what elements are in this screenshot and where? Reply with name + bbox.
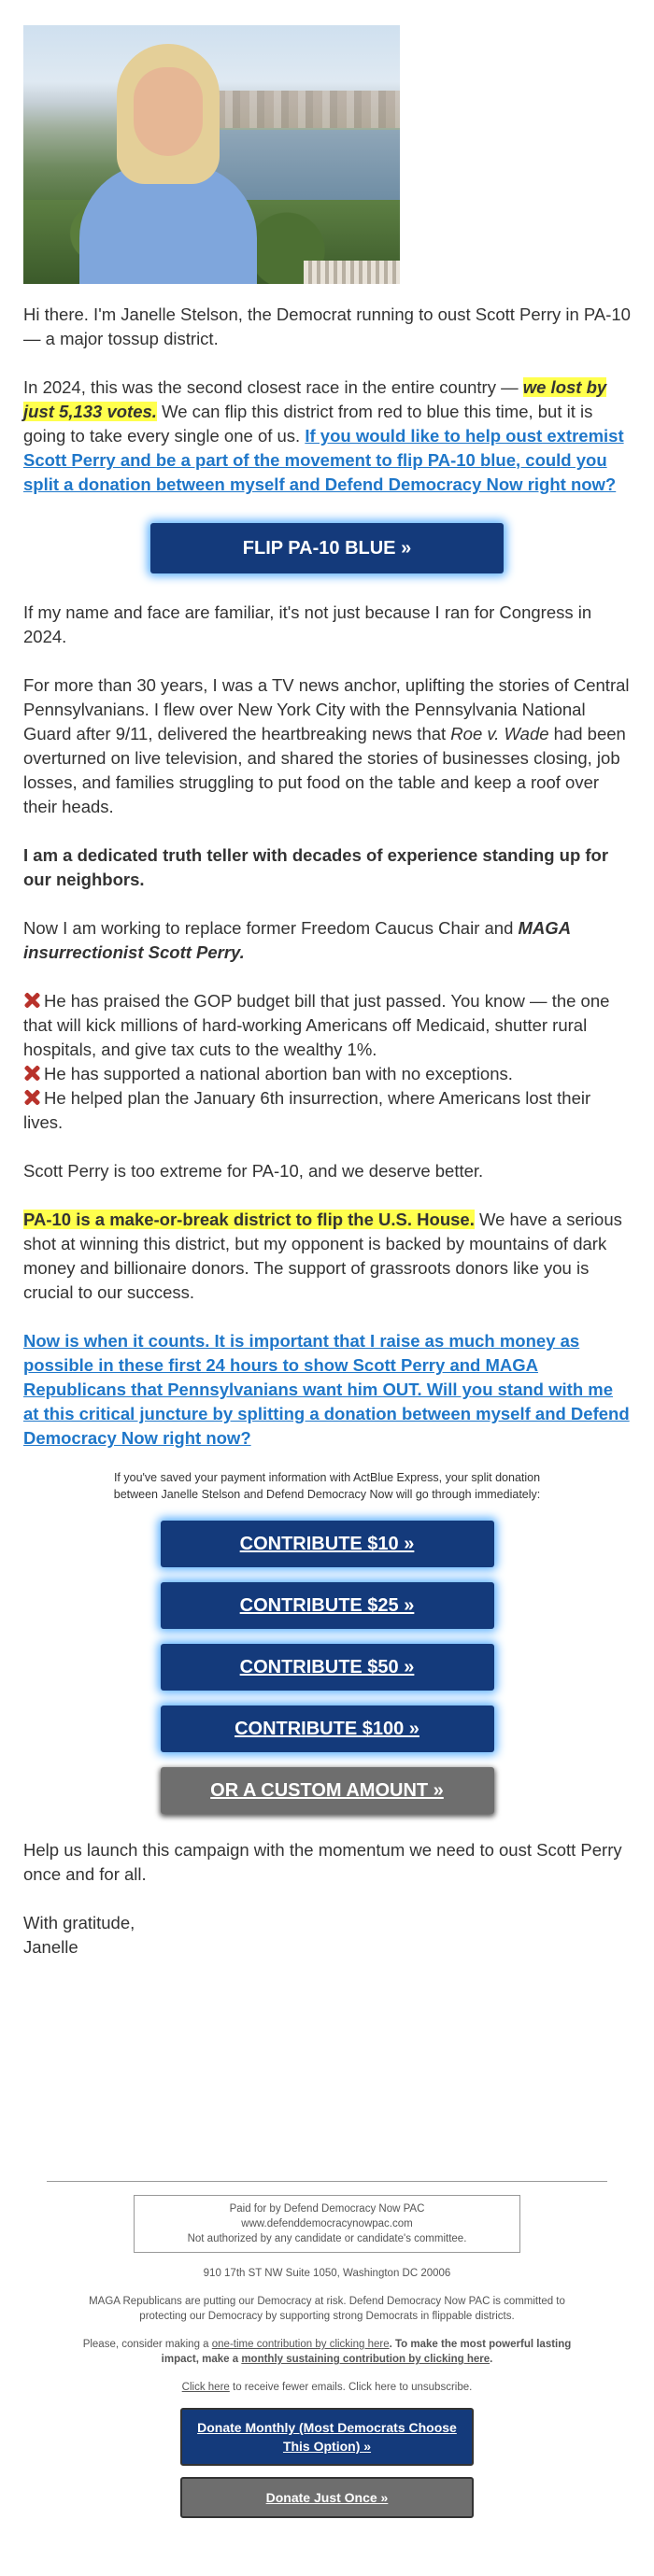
photo-railing xyxy=(304,261,400,284)
contribute-50-button[interactable]: CONTRIBUTE $50 » xyxy=(161,1644,494,1691)
bullet-item: He has praised the GOP budget bill that just passed. You know — the one that will kick millions of hard-working Americans off Medicaid, shutter rural hospitals, and give tax cuts to the wealthy 1%. xyxy=(23,991,610,1059)
signature-name: Janelle xyxy=(23,1937,78,1957)
footer-address: 910 17th ST NW Suite 1050, Washington DC 20006 xyxy=(203,2268,451,2279)
donate-link-intro[interactable]: If you would like to help oust extremist Scott Perry and be a part of the movement to flip PA-10 blue, could you split a donation between myself and Defend Democracy Now right now? xyxy=(23,426,624,494)
footer xyxy=(47,2181,607,2518)
contribute-25-button[interactable]: CONTRIBUTE $25 » xyxy=(161,1582,494,1629)
red-x-icon xyxy=(23,1089,40,1106)
body-paragraph-cta xyxy=(23,1329,631,1451)
footer-divider xyxy=(47,2181,607,2182)
body-paragraph-make-or-break: PA-10 is a make-or-break district to flip the U.S. House. We have a serious shot at winning this district, but my opponent is backed by mountains of dark money and billionaire donors. The support of grassroots donors like you is crucial to our success. xyxy=(23,1210,622,1302)
flip-pa10-button[interactable]: FLIP PA-10 BLUE » xyxy=(150,523,504,573)
signoff: With gratitude, xyxy=(23,1913,135,1932)
red-x-icon xyxy=(23,992,40,1009)
footer-fewer-emails: Click here to receive fewer emails. Click here to unsubscribe. xyxy=(181,2382,473,2393)
contribute-10-button[interactable]: CONTRIBUTE $10 » xyxy=(161,1521,494,1567)
actblue-express-note: If you've saved your payment information with ActBlue Express, your split donation between Janelle Stelson and Defend Democracy Now will go through immediately: xyxy=(113,1471,541,1501)
footer-mission: MAGA Republicans are putting our Democracy at risk. Defend Democracy Now PAC is committed to protecting our Democracy by supporting strong Democrats in flippable districts. xyxy=(89,2296,565,2322)
footer-consider: Please, consider making a one-time contribution by clicking here. To make the most powerful lasting impact, make a monthly sustaining contribution by clicking here. xyxy=(82,2339,572,2365)
custom-amount-button[interactable]: OR A CUSTOM AMOUNT » xyxy=(161,1767,494,1814)
photo-person xyxy=(79,44,257,284)
bullet-item: He helped plan the January 6th insurrection, where Americans lost their lives. xyxy=(23,1088,591,1132)
one-time-contribution-link[interactable]: one-time contribution by clicking here xyxy=(211,2339,390,2350)
donate-once-button[interactable]: Donate Just Once » xyxy=(180,2477,474,2518)
red-x-icon xyxy=(23,1065,40,1082)
body-paragraph-anchor: For more than 30 years, I was a TV news anchor, uplifting the stories of Central Pennsylvanians. I flew over New York City with the Pennsylvania National Guard after 9/11, delivered the heartbreaking news that Roe v. Wade had been overturned on live television, and shared the stories of businesses closing, job losses, and families struggling to put food on the table and keep a roof over their heads. xyxy=(23,675,630,816)
donate-link-24-hours[interactable]: Now is when it counts. It is important that I raise as much money as possible in these first 24 hours to show Scott Perry and MAGA Republicans that Pennsylvanians want him OUT. Will you stand with me at this critical juncture by splitting a donation between myself and Defend Democracy Now right now? xyxy=(23,1331,630,1448)
email-body xyxy=(23,25,631,1960)
body-paragraph-extreme: Scott Perry is too extreme for PA-10, and we deserve better. xyxy=(23,1161,484,1181)
body-paragraph-truth-teller: I am a dedicated truth teller with decades of experience standing up for our neighbors. xyxy=(23,845,609,889)
body-paragraph-replace: Now I am working to replace former Freedom Caucus Chair and MAGA insurrectionist Scott Perry. xyxy=(23,918,571,962)
contribute-100-button[interactable]: CONTRIBUTE $100 » xyxy=(161,1706,494,1752)
candidate-photo xyxy=(23,25,400,284)
closing-paragraph: Help us launch this campaign with the momentum we need to oust Scott Perry once and for all. xyxy=(23,1840,622,1884)
paid-for-box: Paid for by Defend Democracy Now PAC www.defenddemocracynowpac.com Not authorized by any candidate or candidate's committee. xyxy=(134,2195,520,2253)
monthly-contribution-link[interactable]: monthly sustaining contribution by clicking here xyxy=(241,2354,490,2365)
intro-paragraph: Hi there. I'm Janelle Stelson, the Democrat running to oust Scott Perry in PA-10 — a major tossup district. xyxy=(23,304,631,348)
contribute-buttons xyxy=(23,1521,631,1814)
body-paragraph-familiar: If my name and face are familiar, it's not just because I ran for Congress in 2024. xyxy=(23,602,592,646)
donate-monthly-button[interactable]: Donate Monthly (Most Democrats Choose This Option) » xyxy=(180,2408,474,2466)
highlight-vote-margin: we lost by just 5,133 votes. xyxy=(23,377,607,421)
highlight-flip-house: PA-10 is a make-or-break district to flip the U.S. House. xyxy=(23,1210,475,1229)
bullet-item: He has supported a national abortion ban with no exceptions. xyxy=(23,1062,631,1086)
intro-paragraph-2: In 2024, this was the second closest race in the entire country — we lost by just 5,133 votes. We can flip this district from red to blue this time, but it is going to take every single one of us. If you would like to help oust extremist Scott Perry and be a part of the movement to flip PA-10 blue, could you split a donation between myself and Defend Democracy Now right now? xyxy=(23,377,624,494)
bullet-list xyxy=(23,989,631,1135)
fewer-emails-link[interactable]: Click here xyxy=(181,2382,230,2393)
